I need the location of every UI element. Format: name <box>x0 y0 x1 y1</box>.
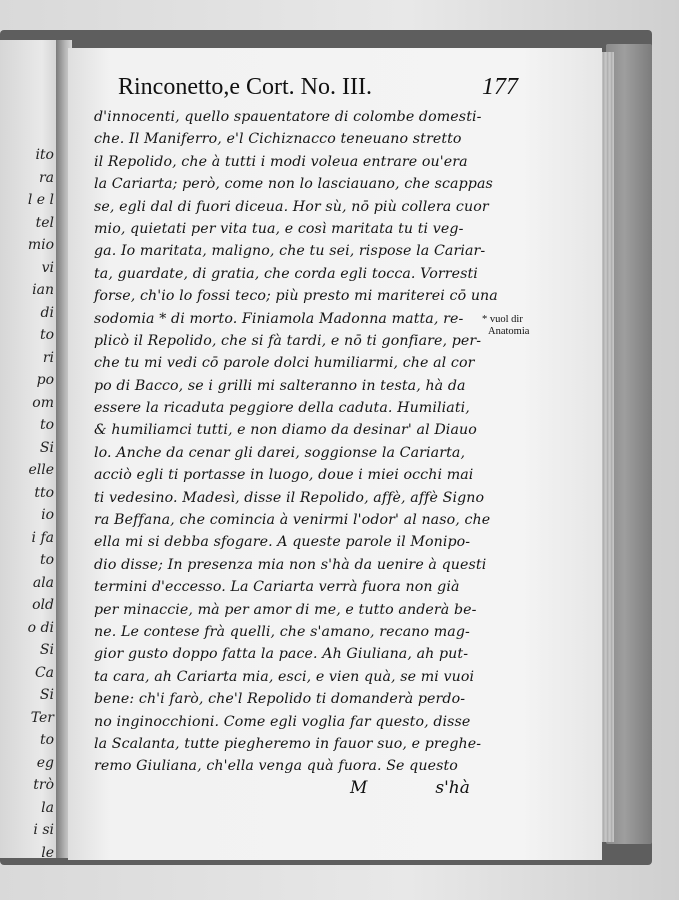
left-page-fragment: ala <box>32 574 54 591</box>
left-page-fragment: po <box>36 372 54 388</box>
left-page-fragment: ri <box>42 349 54 366</box>
left-page-fragment: o di <box>27 619 54 636</box>
text-line: termini d'eccesso. La Cariarta verrà fuora non già <box>94 579 460 596</box>
signature-mark: M <box>350 778 368 798</box>
page-footer <box>350 778 470 798</box>
text-line: per minaccie, mà per amor di me, e tutto anderà be- <box>94 601 477 618</box>
left-page-fragment: Si <box>39 439 54 456</box>
left-page-fragment: tel <box>35 214 54 231</box>
text-line: & humiliamci tutti, e non diamo da desinar' al Diauo <box>94 422 477 439</box>
text-line: lo. Anche da cenar gli darei, soggionse la Cariarta, <box>94 444 466 461</box>
left-page-fragment: l e l <box>27 192 54 208</box>
text-line: remo Giuliana, ch'ella venga quà fuora. Se questo <box>94 758 458 775</box>
left-page-fragment: ian <box>32 282 54 298</box>
left-page-text <box>0 144 58 858</box>
text-line: la Cariarta; però, come non lo lasciauano, che scappas <box>94 176 493 193</box>
left-page-fragment: i fa <box>31 529 54 546</box>
catchword: s'hà <box>435 778 470 798</box>
left-page-fragment: mio <box>27 237 54 253</box>
text-line: ta, guardate, di gratia, che corda egli tocca. Vorresti <box>94 265 478 282</box>
folio-number: 177 <box>482 74 518 100</box>
left-page-fragment: Ca <box>34 664 54 681</box>
text-line: bene: ch'i farò, che'l Repolido ti domanderà perdo- <box>94 691 466 708</box>
text-line: ta cara, ah Cariarta mia, esci, e vien quà, se mi vuoi <box>94 668 475 685</box>
text-line: plicò il Repolido, che si fà tardi, e nō ti gonfiare, per- <box>94 332 482 349</box>
text-line: dio disse; In presenza mia non s'hà da uenire à questi <box>94 556 487 573</box>
left-page-fragment: vi <box>41 259 54 276</box>
left-page-fragment: Si <box>39 687 54 703</box>
marginal-note <box>482 314 552 338</box>
main-text <box>94 106 502 778</box>
text-line: acciò egli ti portasse in luogo, doue i miei occhi mai <box>94 467 474 484</box>
text-line: il Repolido, che à tutti i modi voleua entrare ou'era <box>94 153 468 170</box>
left-page-fragment: io <box>41 507 54 523</box>
left-page-fragment: old <box>32 597 54 613</box>
text-line: gior gusto doppo fatta la pace. Ah Giuliana, ah put- <box>94 646 469 663</box>
running-head <box>118 74 518 104</box>
left-page <box>0 40 60 858</box>
left-page-fragment: trò <box>33 777 54 793</box>
text-line: ella mi si debba sfogare. A queste parole il Monipo- <box>94 534 471 551</box>
text-line: forse, ch'io lo fossi teco; più presto mi mariterei cō una <box>94 288 498 305</box>
text-line: mio, quietati per vita tua, e così maritata tu ti veg- <box>94 220 464 237</box>
marginal-note-line: Anatomia <box>488 326 530 337</box>
text-line: ra Beffana, che comincia à venirmi l'odor' al naso, che <box>94 512 491 529</box>
left-page-fragment: eg <box>36 754 54 771</box>
left-page-fragment: le <box>41 844 54 858</box>
left-page-fragment: ito <box>35 147 54 163</box>
text-line: che tu mi vedi cō parole dolci humiliarmi, che al cor <box>94 355 475 372</box>
left-page-fragment: om <box>32 394 54 411</box>
left-page-fragment: Ter <box>30 709 54 726</box>
left-page-fragment: to <box>39 732 54 748</box>
text-line: no inginocchioni. Come egli voglia far questo, disse <box>94 713 471 730</box>
left-page-fragment: to <box>39 327 54 343</box>
left-page-fragment: elle <box>28 462 54 478</box>
text-line: ga. Io maritata, maligno, che tu sei, rispose la Cariar- <box>94 243 486 260</box>
text-line: ne. Le contese frà quelli, che s'amano, recano mag- <box>94 623 470 640</box>
left-page-fragment: la <box>41 799 54 816</box>
left-page-fragment: ra <box>38 169 54 186</box>
text-line: se, egli dal di fuori diceua. Hor sù, nō più collera cuor <box>94 198 489 215</box>
left-page-fragment: di <box>40 304 54 321</box>
left-page-fragment: to <box>39 552 54 568</box>
running-head-title: Rinconetto,e Cort. No. III. <box>118 74 372 100</box>
text-line: po di Bacco, se i grilli mi salteranno in testa, hà da <box>94 377 466 394</box>
marginal-note-line: * vuol dir <box>482 314 523 325</box>
text-line: che. Il Maniferro, e'l Cichiznacco teneuano stretto <box>94 131 462 148</box>
left-page-fragment: i si <box>33 822 54 838</box>
text-line: essere la ricaduta peggiore della caduta. Humiliati, <box>94 400 470 417</box>
text-line: sodomia * di morto. Finiamola Madonna matta, re- <box>94 310 464 327</box>
text-line: d'innocenti, quello spauentatore di colombe domesti- <box>94 109 482 125</box>
left-page-fragment: tto <box>34 484 54 501</box>
left-page-fragment: to <box>39 417 54 433</box>
text-line: ti vedesino. Madesì, disse il Repolido, affè, affè Signo <box>94 489 485 506</box>
text-line: la Scalanta, tutte piegheremo in fauor suo, e preghe- <box>94 735 482 752</box>
left-page-fragment: Si <box>39 642 54 658</box>
